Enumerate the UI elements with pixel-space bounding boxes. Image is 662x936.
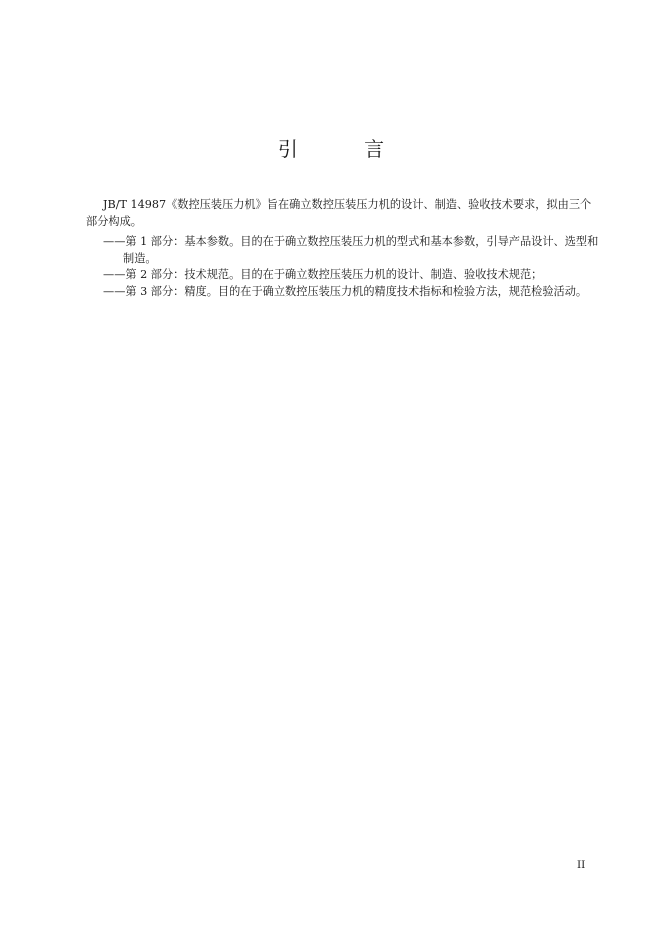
body-text	[86, 197, 601, 300]
page-number: II	[577, 859, 586, 871]
intro-paragraph: JB/T 14987《数控压装压力机》旨在确立数控压装压力机的设计、制造、验收技术要求，拟由三个部分构成。	[86, 198, 592, 228]
list-item-part-2: ——第 2 部分：技术规范。目的在于确立数控压装压力机的设计、制造、验收技术规范；	[103, 268, 543, 281]
list-item-part-3: ——第 3 部分：精度。目的在于确立数控压装压力机的精度技术指标和检验方法，规范检验活动。	[103, 284, 588, 298]
list-item-part-1: ——第 1 部分：基本参数。目的在于确立数控压装压力机的型式和基本参数，引导产品设计、选型和制造。	[103, 235, 599, 265]
page-title: 引 言	[277, 137, 415, 161]
